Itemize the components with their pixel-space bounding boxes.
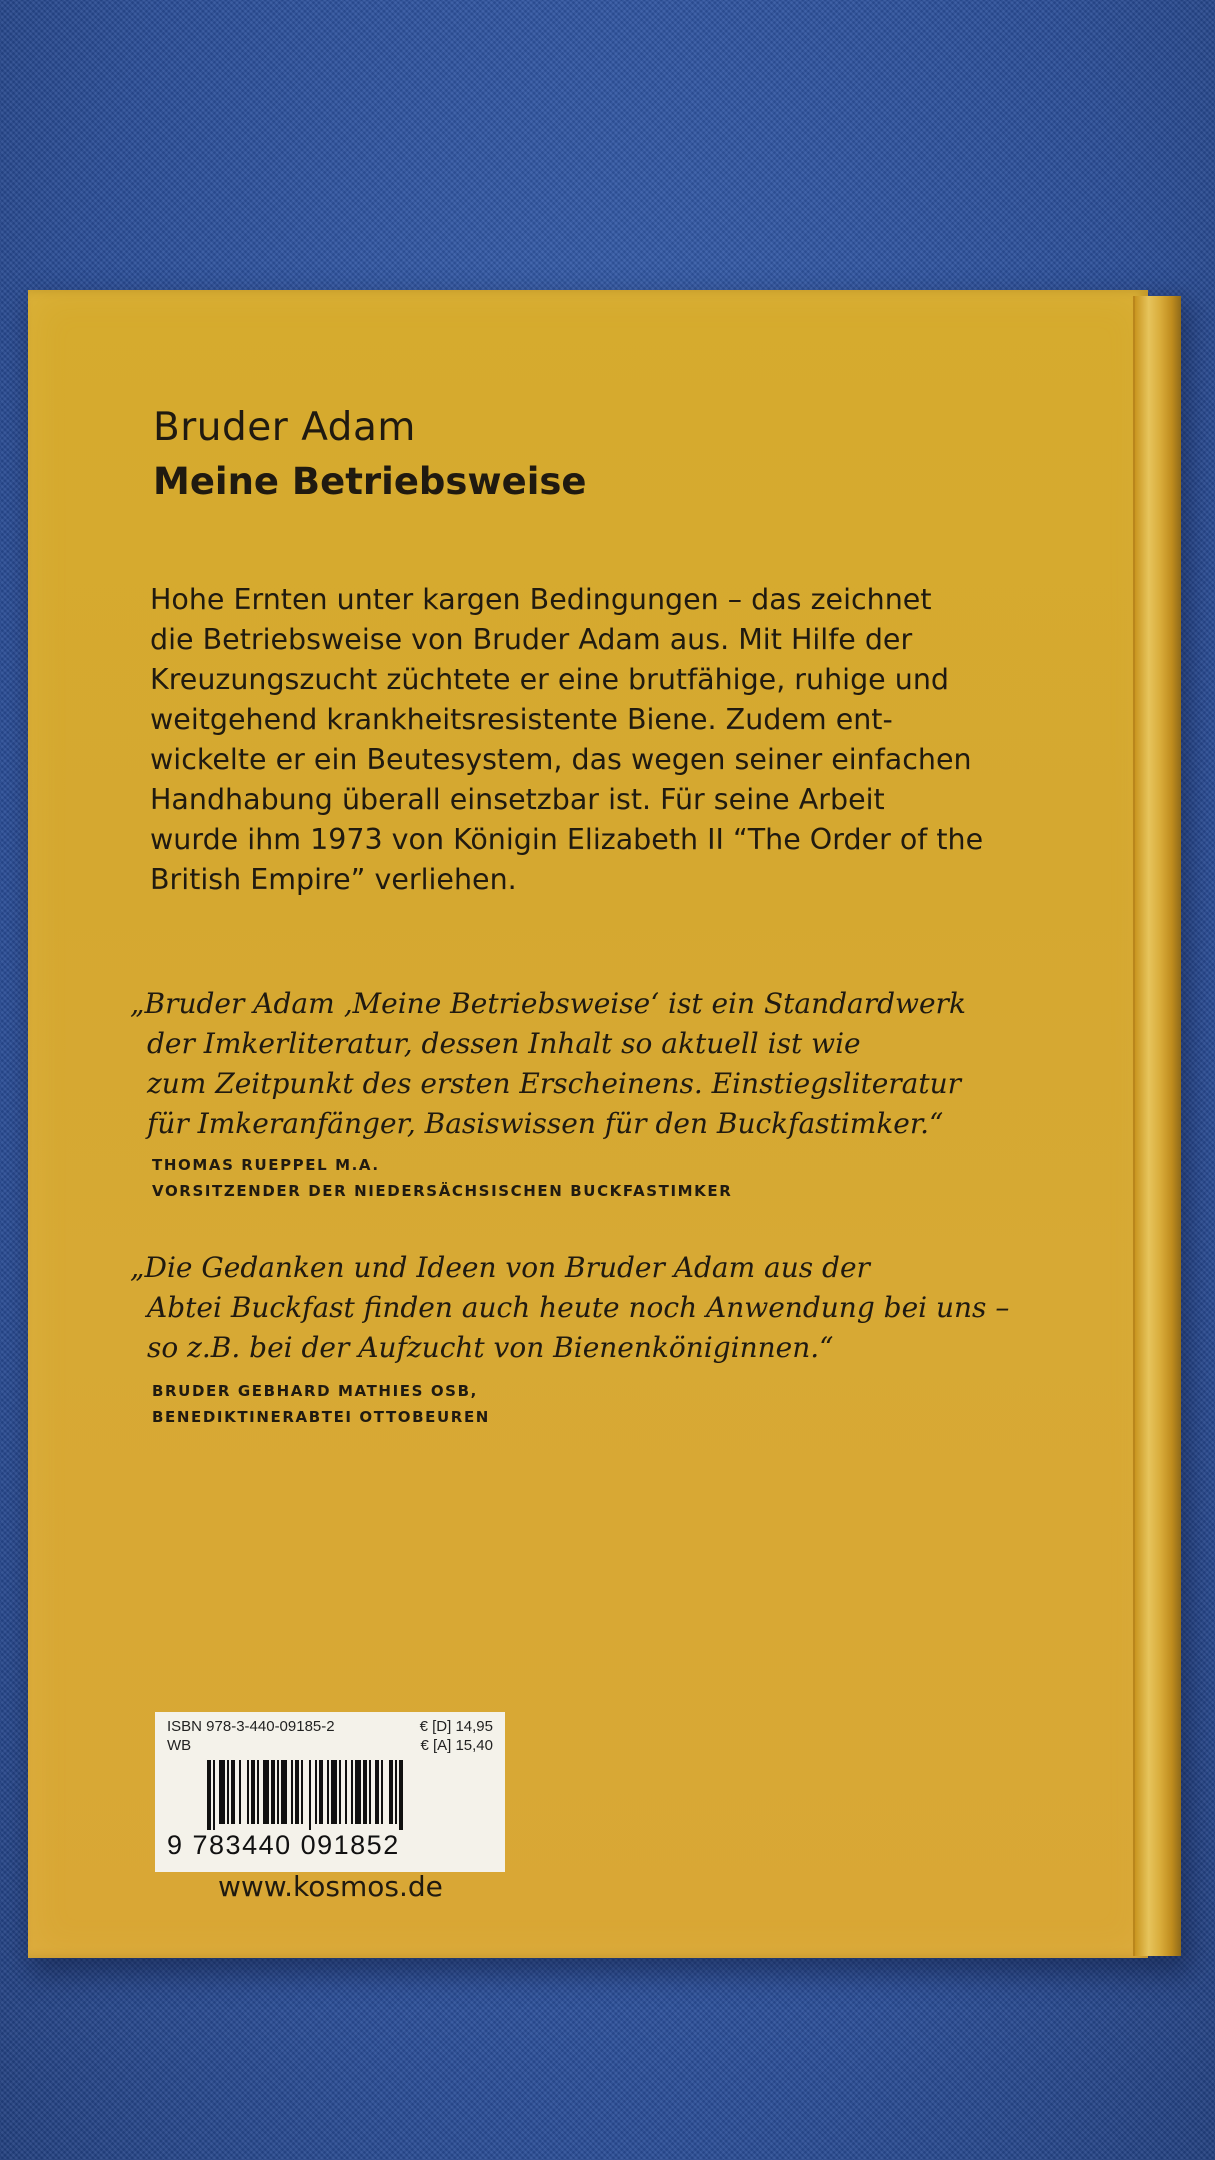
- barcode-bar: [301, 1760, 303, 1824]
- barcode-bar: [281, 1760, 287, 1824]
- barcode-bar: [213, 1760, 215, 1830]
- book-spine-edge: [1133, 296, 1181, 1956]
- author-name: Bruder Adam: [153, 405, 416, 450]
- blurb-line: die Betriebsweise von Bruder Adam aus. Mit Hilfe der: [150, 623, 913, 656]
- barcode-digits: 9 783440 091852: [167, 1830, 400, 1860]
- quote-line: „Bruder Adam ‚Meine Betriebsweise‘ ist ein Standardwerk: [130, 987, 966, 1020]
- quote-line: für Imkeranfänger, Basiswissen für den Buckfastimker.“: [147, 1107, 944, 1140]
- barcode-bar: [369, 1760, 371, 1824]
- blurb-line: British Empire” verliehen.: [150, 863, 517, 896]
- attribution-line: BENEDIKTINERABTEI OTTOBEUREN: [152, 1408, 490, 1426]
- attribution-line: VORSITZENDER DER NIEDERSÄCHSISCHEN BUCKFASTIMKER: [152, 1182, 733, 1200]
- barcode-bar: [339, 1760, 341, 1824]
- barcode-bar: [247, 1760, 249, 1824]
- barcode-bar: [231, 1760, 235, 1824]
- barcode-bar: [345, 1760, 347, 1824]
- blurb-line: Kreuzungszucht züchtete er eine brutfähige, ruhige und: [150, 663, 949, 696]
- blurb-line: Handhabung überall einsetzbar ist. Für seine Arbeit: [150, 783, 885, 816]
- barcode-bar: [251, 1760, 255, 1824]
- barcode-bar: [399, 1760, 403, 1830]
- barcode-bar: [331, 1760, 337, 1824]
- barcode-bar: [207, 1760, 211, 1830]
- barcode-bar: [295, 1760, 299, 1824]
- price-austria: € [A] 15,40: [420, 1737, 493, 1754]
- blurb-line: wickelte er ein Beutesystem, das wegen seiner einfachen: [150, 743, 972, 776]
- barcode-bar: [315, 1760, 317, 1824]
- attribution-line: THOMAS RUEPPEL M.A.: [152, 1156, 380, 1174]
- product-code: WB: [167, 1737, 192, 1754]
- isbn-text: ISBN 978-3-440-09185-2: [167, 1718, 335, 1735]
- price-germany: € [D] 14,95: [419, 1718, 493, 1735]
- book-title: Meine Betriebsweise: [153, 460, 587, 503]
- blurb-line: weitgehend krankheitsresistente Biene. Zudem ent-: [150, 703, 893, 736]
- barcode-label: [155, 1712, 505, 1872]
- barcode-bar: [263, 1760, 269, 1824]
- quote-2: [130, 1248, 1009, 1368]
- barcode-bar: [375, 1760, 379, 1824]
- barcode-bar: [309, 1760, 311, 1830]
- barcode-bar: [227, 1760, 229, 1824]
- quote-line: „Die Gedanken und Ideen von Bruder Adam aus der: [130, 1251, 870, 1284]
- barcode-bar: [395, 1760, 397, 1824]
- barcode-bar: [271, 1760, 275, 1824]
- publisher-url: www.kosmos.de: [218, 1870, 443, 1903]
- barcode-bar: [355, 1760, 361, 1824]
- barcode-bars-icon: [203, 1760, 463, 1830]
- quote-1: [130, 984, 966, 1144]
- barcode-bar: [389, 1760, 393, 1824]
- barcode-bar: [319, 1760, 323, 1824]
- blurb-paragraph: [150, 580, 984, 900]
- quote-1-attribution: [152, 1152, 732, 1204]
- quote-line: zum Zeitpunkt des ersten Erscheinens. Einstiegsliteratur: [147, 1067, 962, 1100]
- barcode-bar: [257, 1760, 259, 1824]
- barcode-bar: [327, 1760, 329, 1824]
- barcode-bar: [381, 1760, 383, 1824]
- blurb-line: Hohe Ernten unter kargen Bedingungen – das zeichnet: [150, 583, 932, 616]
- barcode-bar: [363, 1760, 367, 1824]
- barcode-bar: [277, 1760, 279, 1824]
- barcode-bar: [219, 1760, 225, 1824]
- quote-2-attribution: [152, 1378, 490, 1430]
- quote-line: der Imkerliteratur, dessen Inhalt so aktuell ist wie: [147, 1027, 861, 1060]
- barcode-bar: [291, 1760, 293, 1824]
- blurb-line: wurde ihm 1973 von Königin Elizabeth II “The Order of the: [150, 823, 984, 856]
- quote-line: so z.B. bei der Aufzucht von Bienenköniginnen.“: [147, 1331, 834, 1364]
- barcode-bar: [351, 1760, 353, 1824]
- barcode-bar: [239, 1760, 241, 1824]
- attribution-line: BRUDER GEBHARD MATHIES OSB,: [152, 1382, 478, 1400]
- quote-line: Abtei Buckfast finden auch heute noch Anwendung bei uns –: [147, 1291, 1010, 1324]
